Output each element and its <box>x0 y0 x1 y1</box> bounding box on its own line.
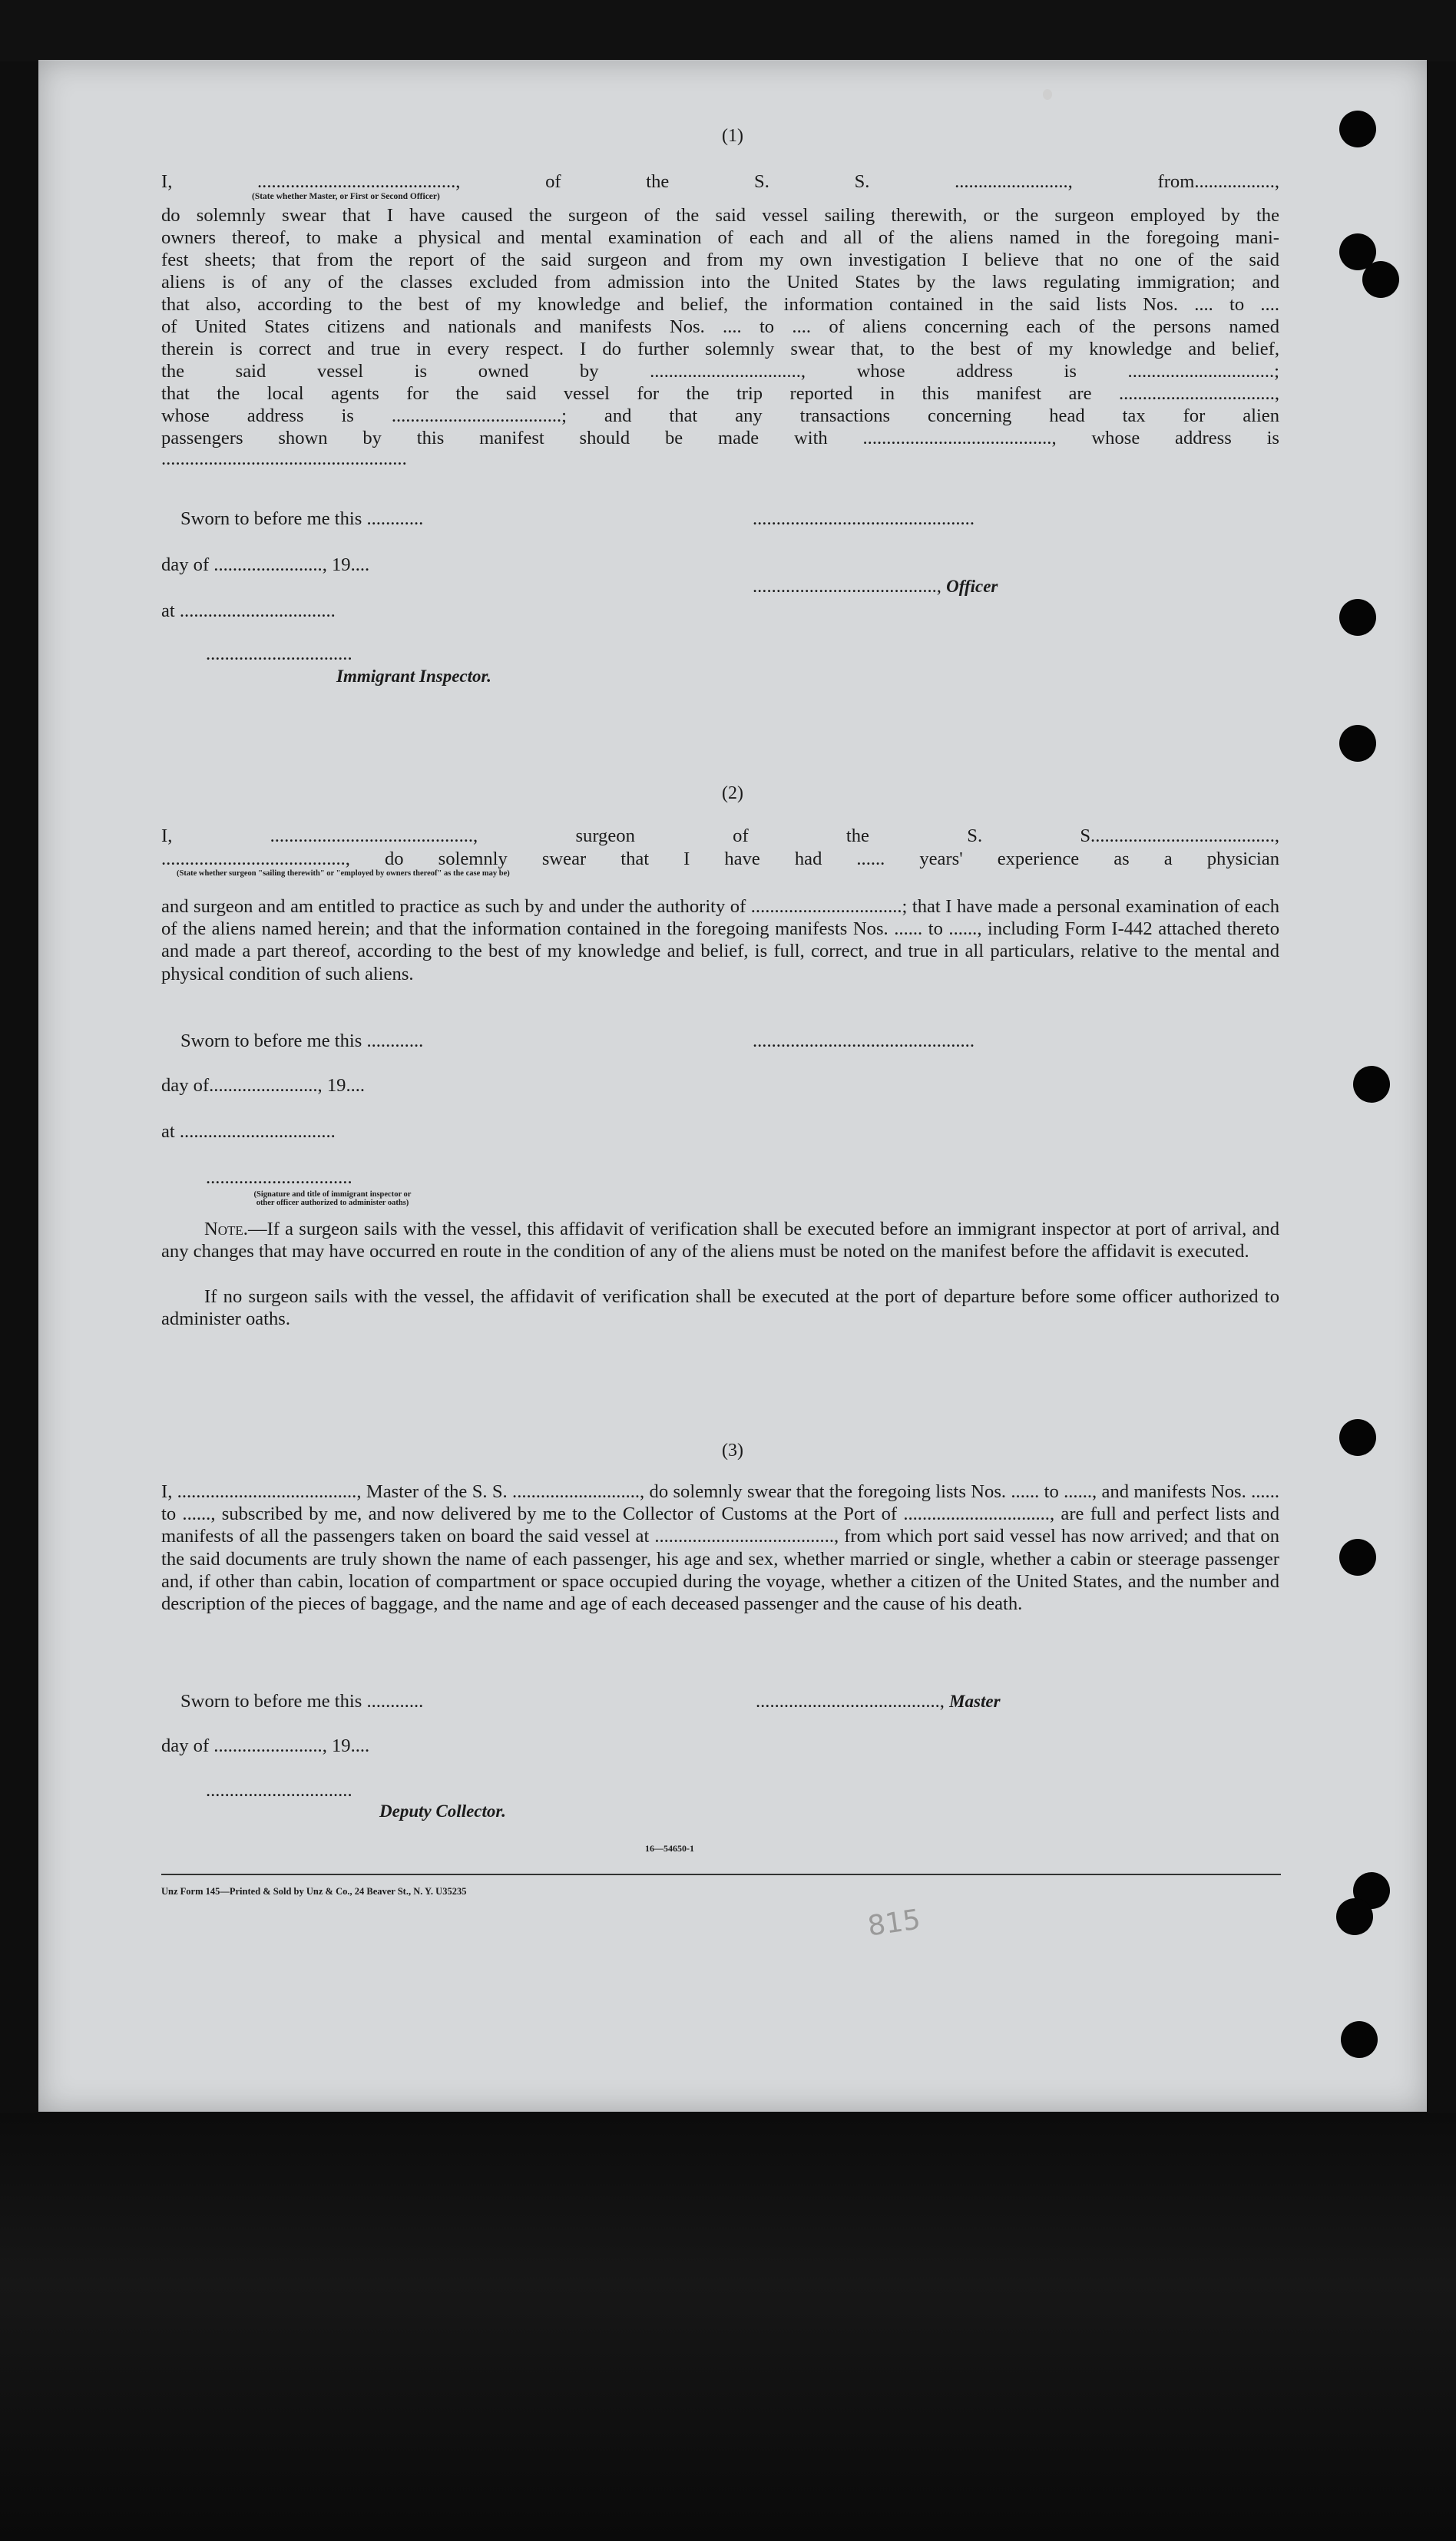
printer-imprint: Unz Form 145—Printed & Sold by Unz & Co., 24 Beaver St., N. Y. U35235 <box>161 1886 467 1897</box>
section-1-inspector-line: ............................... <box>206 644 352 664</box>
section-3-collector-line: ............................... <box>206 1780 352 1801</box>
scan-background-bottom <box>0 2113 1456 2541</box>
pencil-annotation: 815 <box>865 1904 923 1943</box>
form-number: 16—54650-1 <box>645 1843 694 1854</box>
section-1-line: therein is correct and true in every respect. I do further solemnly swear that, to the best of my knowledge and belief, <box>161 339 1279 359</box>
punch-hole <box>1341 2021 1378 2058</box>
section-1-line: aliens is of any of the classes excluded from admission into the United States by the laws regulating immigration; and <box>161 272 1279 293</box>
section-1-sworn: Sworn to before me this ............ <box>180 508 424 529</box>
section-1-line: do solemnly swear that I have caused the surgeon of the said vessel sailing therewith, or the surgeon employed by the <box>161 205 1279 226</box>
section-2-paragraph: and surgeon and am entitled to practice as such by and under the authority of ................................; that I have made a personal examination of each of the aliens named herein; and that the information contained in the foregoing manifests Nos. ...... to ......, including Form I-442 attached thereto and made a part thereof, according to the best of my knowledge and belief, is full, correct, and true in all particulars, relative to the mental and physical condition of such aliens. <box>161 896 1279 984</box>
footer-rule <box>161 1874 1281 1875</box>
section-1-at: at ................................. <box>161 601 336 621</box>
section-3-heading: (3) <box>722 1441 743 1461</box>
document-page <box>38 60 1427 2112</box>
section-1-line: the said vessel is owned by ................................, whose address is ...............................; <box>161 361 1279 382</box>
section-2-signature-line: ............................................... <box>753 1031 975 1051</box>
section-1-last-line: .................................................... <box>161 448 407 469</box>
section-1-officer-line: ......................................., Officer <box>753 576 998 597</box>
section-2-note-2: If no surgeon sails with the vessel, the affidavit of verification shall be executed at the port of departure before some officer authorized to administer oaths. <box>161 1286 1279 1330</box>
section-2-signature-note: (Signature and title of immigrant inspector or other officer authorized to administer oaths) <box>253 1190 412 1207</box>
section-1-line: that also, according to the best of my knowledge and belief, the information contained in the said lists Nos. .... to .... <box>161 294 1279 315</box>
section-2-line: ......................................., do solemnly swear that I have had ...... years' experience as a physician <box>161 849 1279 869</box>
punch-hole <box>1339 725 1376 762</box>
section-2-heading: (2) <box>722 783 743 803</box>
section-1-line: fest sheets; that from the report of the said surgeon and from my own investigation I believe that no one of the said <box>161 250 1279 270</box>
section-3-sworn: Sworn to before me this ............ <box>180 1691 424 1712</box>
section-2-sworn: Sworn to before me this ............ <box>180 1031 424 1051</box>
section-2-day: day of......................., 19.... <box>161 1075 366 1096</box>
punch-hole <box>1362 261 1399 298</box>
section-1-line: I, .........................................., of the S. S. ........................, from................., <box>161 171 1279 192</box>
punch-hole <box>1339 599 1376 636</box>
section-1-line: owners thereof, to make a physical and mental examination of each and all of the aliens named in the foregoing mani- <box>161 227 1279 248</box>
section-1-line: passengers shown by this manifest should be made with ........................................, whose address is <box>161 428 1279 448</box>
section-1-line: of United States citizens and nationals and manifests Nos. .... to .... of aliens concerning each of the persons named <box>161 316 1279 337</box>
section-3-collector-title: Deputy Collector. <box>379 1802 506 1821</box>
section-2-note: Note.—If a surgeon sails with the vessel, this affidavit of verification shall be executed before an immigrant inspector at port of arrival, and any changes that may have occurred en route in the condition of any of the aliens must be noted on the manifest before the affidavit is executed. <box>161 1219 1279 1262</box>
section-1-line: whose address is ....................................; and that any transactions concerning head tax for alien <box>161 405 1279 426</box>
section-1-inspector-title: Immigrant Inspector. <box>336 667 491 686</box>
section-3-paragraph: I, ......................................, Master of the S. S. ..........................., do solemnly swear that the foregoing lists Nos. ...... to ......, and manifests Nos. ...... to ......, subscribed by me, and now delivered by me to the Collector of Customs at the Port of ..............................., are full and perfect lists and manifests of all the passengers taken on board the said vessel at ......................................, from which port said vessel has now arrived; and that on the said documents are truly shown the name of each passenger, his age and sex, whether married or single, whether a cabin or steerage passenger and, if other than cabin, location of compartment or space occupied during the voyage, whether a citizen of the United States, and the number and description of the pieces of baggage, and the name and age of each deceased passenger and the cause of his death. <box>161 1481 1279 1615</box>
section-1-line: that the local agents for the said vessel for the trip reported in this manifest are ................................., <box>161 383 1279 404</box>
section-1-signature-line: ............................................... <box>753 508 975 529</box>
section-3-master-line: ......................................., Master <box>756 1691 1001 1712</box>
section-2-line: I, ..........................................., surgeon of the S. S......................................., <box>161 825 1279 846</box>
section-2-at: at ................................. <box>161 1121 336 1142</box>
section-1-officer-note: (State whether Master, or First or Second Officer) <box>252 192 440 201</box>
section-1-heading: (1) <box>722 126 743 146</box>
punch-hole <box>1353 1066 1390 1103</box>
punch-hole <box>1336 1898 1373 1935</box>
section-2-signature-dots: ............................... <box>206 1167 352 1188</box>
section-1-day: day of ......................., 19.... <box>161 554 370 575</box>
section-2-surgeon-note: (State whether surgeon "sailing therewith" or "employed by owners thereof" as the case may be) <box>177 869 510 878</box>
punch-hole <box>1339 1539 1376 1576</box>
scan-background-top <box>0 0 1456 61</box>
page-speck <box>1043 89 1052 100</box>
section-3-day: day of ......................., 19.... <box>161 1735 370 1756</box>
